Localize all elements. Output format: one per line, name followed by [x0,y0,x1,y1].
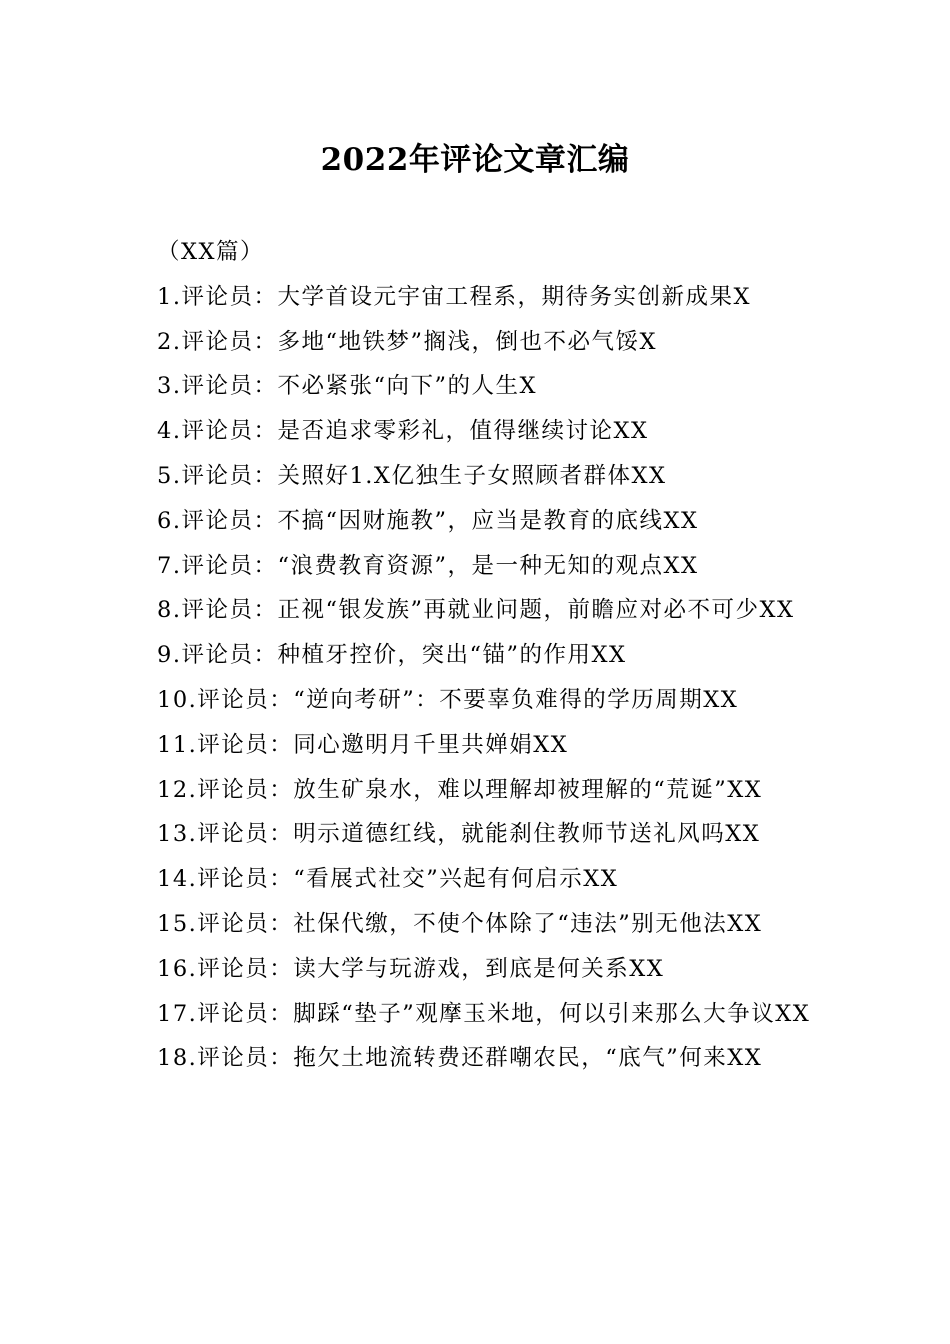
document-title: 2022年评论文章汇编 [320,142,630,178]
list-item: 15.评论员：社保代缴，不使个体除了“违法”别无他法XX [157,910,763,937]
list-item: 10.评论员：“逆向考研”：不要辜负难得的学历周期XX [157,686,739,713]
list-item: 4.评论员：是否追求零彩礼，值得继续讨论XX [157,418,649,445]
list-item: 16.评论员：读大学与玩游戏，到底是何关系XX [157,955,665,982]
list-item: 12.评论员：放生矿泉水，难以理解却被理解的“荒诞”XX [157,776,763,803]
list-item: 8.评论员：正视“银发族”再就业问题，前瞻应对必不可少XX [157,597,795,624]
list-item: 3.评论员：不必紧张“向下”的人生X [157,373,537,400]
list-item: 9.评论员：种植牙控价，突出“锚”的作用XX [157,642,627,669]
list-item: 2.评论员：多地“地铁梦”搁浅，倒也不必气馁X [157,328,657,355]
list-item: 14.评论员：“看展式社交”兴起有何启示XX [157,866,619,893]
document-body [117,230,829,1081]
list-item: 7.评论员：“浪费教育资源”，是一种无知的观点XX [157,552,699,579]
list-item: 11.评论员：同心邀明月千里共婵娟XX [157,731,569,758]
list-item: 18.评论员：拖欠土地流转费还群嘲农民，“底气”何来XX [157,1045,763,1072]
list-item: 6.评论员：不搞“因财施教”，应当是教育的底线XX [157,507,699,534]
list-item: 5.评论员：关照好1.X亿独生子女照顾者群体XX [157,462,667,489]
list-item: 1.评论员：大学首设元宇宙工程系，期待务实创新成果X [157,283,751,310]
article-count: （XX篇） [157,239,265,265]
list-item: 17.评论员：脚踩“垫子”观摩玉米地，何以引来那么大争议XX [157,1000,811,1027]
list-item: 13.评论员：明示道德红线，就能刹住教师节送礼风吗XX [157,821,761,848]
